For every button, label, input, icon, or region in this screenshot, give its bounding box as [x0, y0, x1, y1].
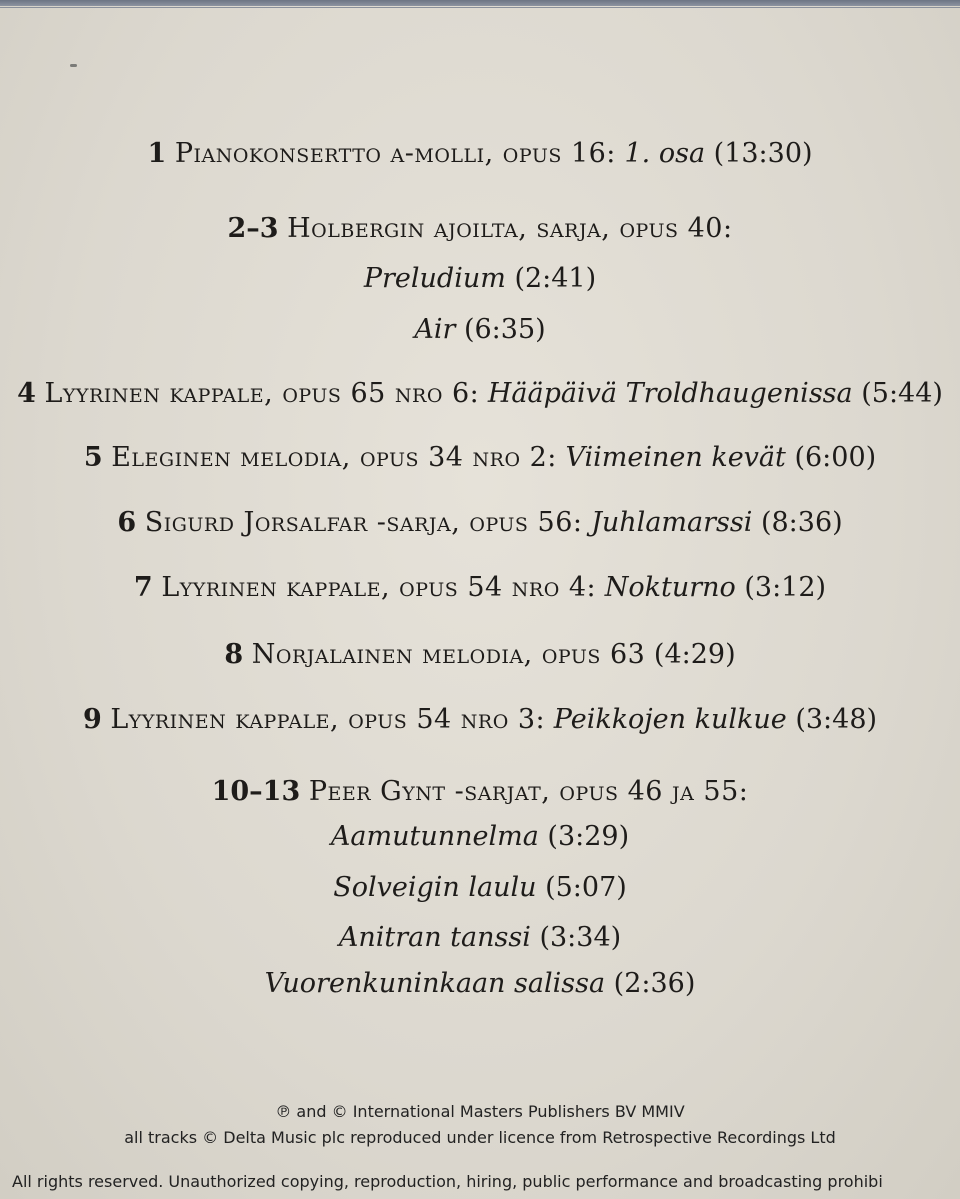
track-part: [0, 265, 960, 292]
track-subtitle: Hääpäivä Troldhaugenissa: [487, 378, 853, 409]
track-title: Pianokonsertto a-molli, opus 16:: [174, 138, 616, 169]
track-subtitle: Viimeinen kevät: [565, 442, 786, 473]
part-duration: (2:41): [514, 263, 597, 294]
track-subtitle: Juhlamarssi: [591, 507, 753, 538]
copyright-line: ℗ and © International Masters Publishers BV MMIV: [275, 1102, 685, 1121]
track-number: 1: [147, 138, 167, 169]
part-duration: (6:35): [463, 314, 546, 345]
track-part: [0, 924, 960, 951]
track-part: [0, 874, 960, 901]
part-name: Preludium: [363, 263, 506, 294]
track-title: Sigurd Jorsalfar -sarja, opus 56:: [144, 507, 583, 538]
part-name: Air: [414, 314, 456, 345]
track-10-13: [0, 778, 960, 805]
track-number: 9: [82, 704, 102, 735]
track-2-3: [0, 215, 960, 242]
track-title: Eleginen melodia, opus 34 nro 2:: [111, 442, 557, 473]
track-title: Norjalainen melodia, opus 63: [251, 639, 646, 670]
part-name: Vuorenkuninkaan salissa: [264, 968, 606, 999]
track-number: 8: [224, 639, 244, 670]
track-part: [0, 970, 960, 997]
track-duration: (13:30): [713, 138, 813, 169]
track-number: 2–3: [227, 213, 279, 244]
track-part: [0, 316, 960, 343]
track-number: 7: [133, 572, 153, 603]
part-name: Aamutunnelma: [330, 821, 539, 852]
track-subtitle: Peikkojen kulkue: [553, 704, 787, 735]
licence-line: all tracks © Delta Music plc reproduced under licence from Retrospective Recordings Ltd: [124, 1128, 836, 1147]
track-subtitle: 1. osa: [624, 138, 706, 169]
part-duration: (3:29): [547, 821, 630, 852]
part-name: Solveigin laulu: [333, 872, 537, 903]
top-border-rule: [0, 0, 960, 6]
track-duration: (6:00): [794, 442, 877, 473]
track-duration: (3:12): [744, 572, 827, 603]
part-name: Anitran tanssi: [338, 922, 531, 953]
part-duration: (3:34): [539, 922, 622, 953]
print-speck: [70, 64, 77, 67]
track-title: Holbergin ajoilta, sarja, opus 40:: [287, 213, 733, 244]
track-9: [0, 706, 960, 733]
track-6: [0, 509, 960, 536]
track-part: [0, 823, 960, 850]
track-number: 10–13: [211, 776, 301, 807]
track-5: [0, 444, 960, 471]
track-title: Lyyrinen kappale, opus 65 nro 6:: [44, 378, 480, 409]
top-border-inner-rule: [0, 7, 960, 8]
track-4: [0, 380, 960, 407]
track-number: 6: [117, 507, 137, 538]
part-duration: (2:36): [613, 968, 696, 999]
track-title: Peer Gynt -sarjat, opus 46 ja 55:: [308, 776, 749, 807]
track-duration: (3:48): [795, 704, 878, 735]
track-title: Lyyrinen kappale, opus 54 nro 3:: [110, 704, 546, 735]
track-number: 5: [83, 442, 103, 473]
track-7: [0, 574, 960, 601]
track-1: [0, 140, 960, 167]
track-duration: (5:44): [861, 378, 943, 409]
part-duration: (5:07): [545, 872, 627, 903]
track-8: [0, 641, 960, 668]
track-duration: (4:29): [653, 639, 736, 670]
track-subtitle: Nokturno: [604, 572, 736, 603]
track-number: 4: [17, 378, 36, 409]
rights-reserved-line: All rights reserved. Unauthorized copying, reproduction, hiring, public performance and broadcasting prohibi: [12, 1172, 883, 1191]
track-duration: (8:36): [760, 507, 843, 538]
track-title: Lyyrinen kappale, opus 54 nro 4:: [161, 572, 597, 603]
